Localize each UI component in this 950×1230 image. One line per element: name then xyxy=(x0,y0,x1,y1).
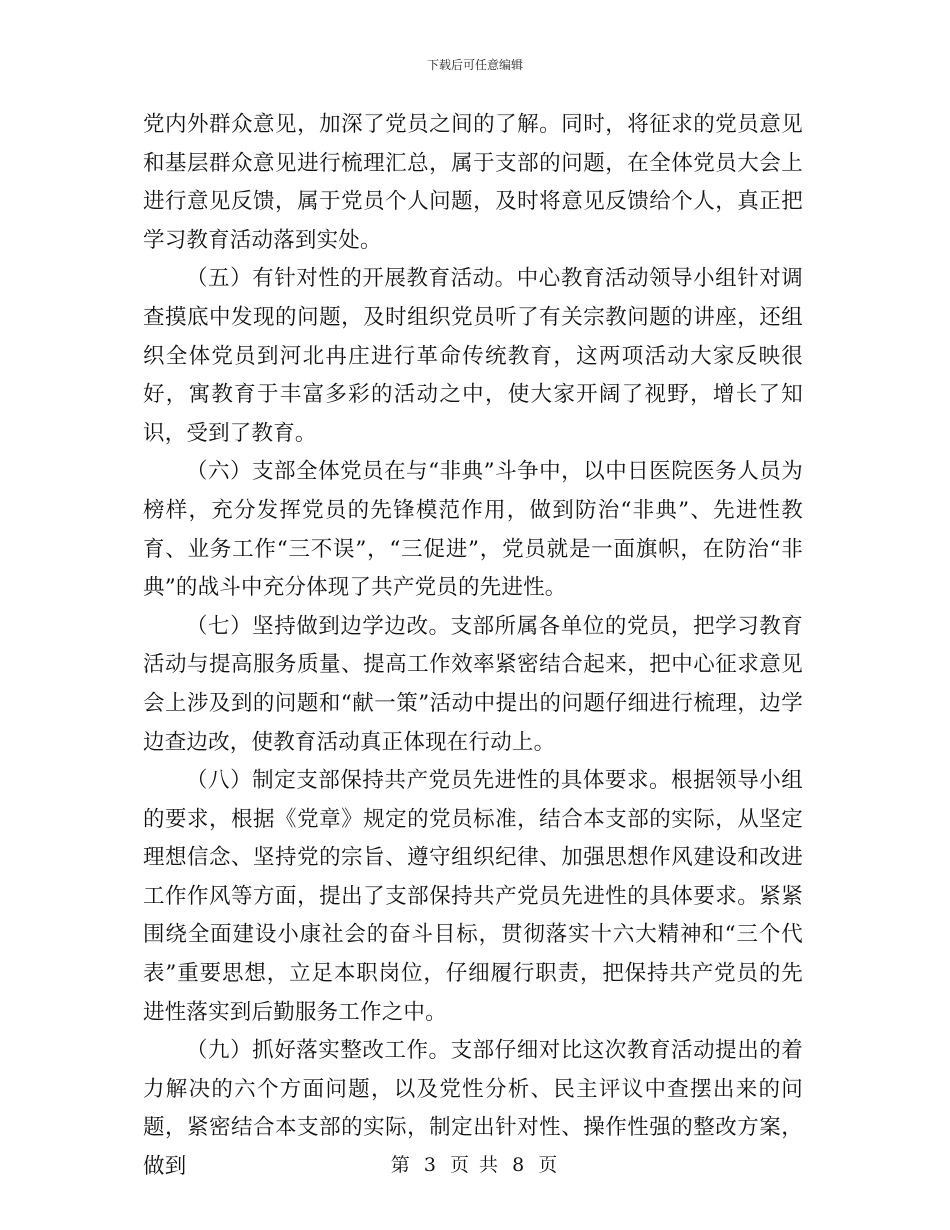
footer-middle: 页 共 xyxy=(449,1154,501,1176)
page-header: 下载后可任意编辑 xyxy=(426,58,523,72)
current-page-number: 3 xyxy=(423,1154,438,1176)
page-footer xyxy=(0,1150,950,1177)
paragraph: 党内外群众意见，加深了党员之间的了解。同时，将征求的党员意见和基层群众意见进行梳理汇总，属于支部的问题，在全体党员大会上进行意见反馈，属于党员个人问题，及时将意见反馈给个人，真正把学习教育活动落到实处。 xyxy=(143,112,803,253)
paragraph: （九）抓好落实整改工作。支部仔细对比这次教育活动提出的着力解决的六个方面问题，以及党性分析、民主评议中查摆出来的问题，紧密结合本支部的实际，制定出针对性、操作性强的整改方案，做到 xyxy=(143,1038,803,1180)
paragraph: （六）支部全体党员在与“非典”斗争中，以中日医院医务人员为榜样，充分发挥党员的先锋模范作用，做到防治“非典”、先进性教育、业务工作“三不误”，“三促进”，党员就是一面旗帜，在防治“非典”的战斗中充分体现了共产党员的先进性。 xyxy=(143,459,803,601)
total-pages-number: 8 xyxy=(512,1154,527,1176)
paragraph: （八）制定支部保持共产党员先进性的具体要求。根据领导小组的要求，根据《党章》规定的党员标准，结合本支部的实际，从坚定理想信念、坚持党的宗旨、遵守组织纪律、加强思想作风建设和改进工作作风等方面，提出了支部保持共产党员先进性的具体要求。紧紧围绕全面建设小康社会的奋斗目标，贯彻落实十六大精神和“三个代表”重要思想，立足本职岗位，仔细履行职责，把保持共产党员的先进性落实到后勤服务工作之中。 xyxy=(143,768,803,1025)
footer-suffix: 页 xyxy=(538,1154,560,1176)
footer-prefix: 第 xyxy=(390,1154,412,1176)
paragraph: （五）有针对性的开展教育活动。中心教育活动领导小组针对调查摸底中发现的问题，及时组织党员听了有关宗教问题的讲座，还组织全体党员到河北冉庄进行革命传统教育，这两项活动大家反映很好，寓教育于丰富多彩的活动之中，使大家开阔了视野，增长了知识，受到了教育。 xyxy=(143,266,803,446)
paragraph: （七）坚持做到边学边改。支部所属各单位的党员，把学习教育活动与提高服务质量、提高工作效率紧密结合起来，把中心征求意见会上涉及到的问题和“献一策”活动中提出的问题仔细进行梳理，边学边查边改，使教育活动真正体现在行动上。 xyxy=(143,613,803,755)
body-text xyxy=(143,106,803,1187)
